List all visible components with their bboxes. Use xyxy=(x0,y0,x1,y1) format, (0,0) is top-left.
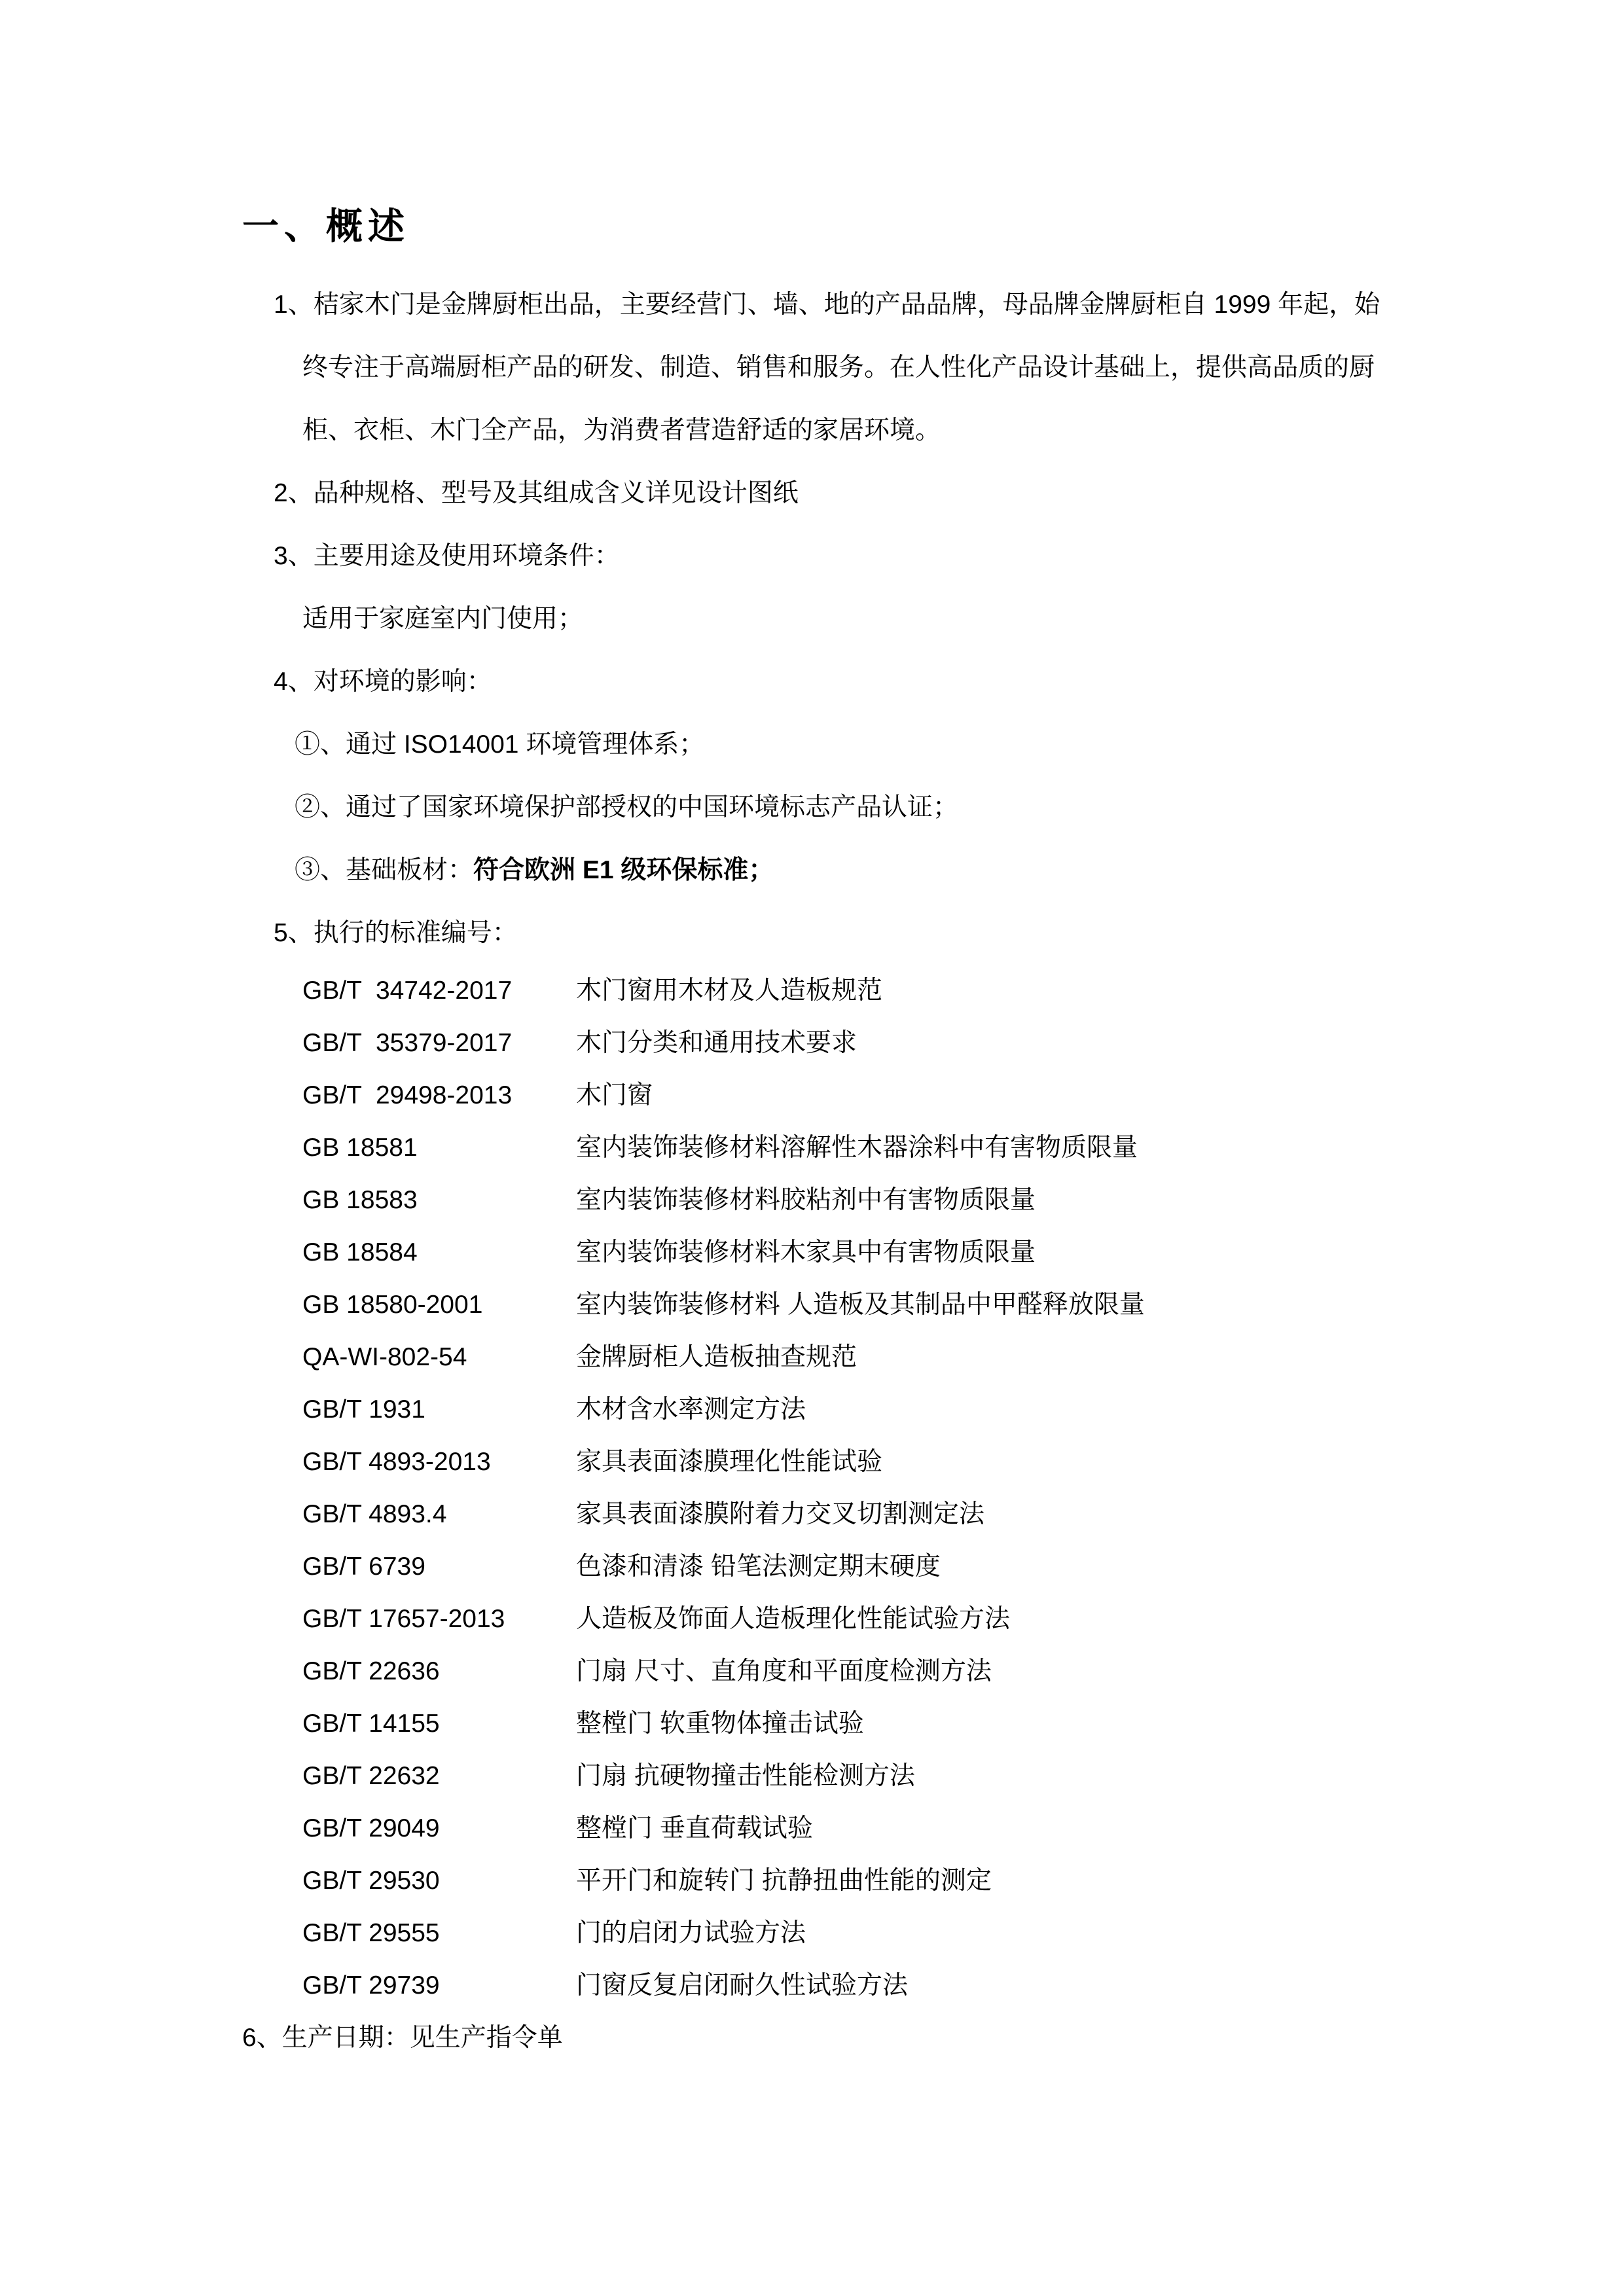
standard-code: GB/T 29739 xyxy=(302,1971,440,2000)
standard-row xyxy=(242,1698,1545,1750)
standard-name: 人造板及饰面人造板理化性能试验方法 xyxy=(576,1605,1011,1633)
production-date-line: 6、生产日期：见生产指令单 xyxy=(242,2024,563,2052)
paragraph-line xyxy=(242,776,1545,839)
standard-row xyxy=(242,1750,1545,1803)
standard-code: GB/T 22636 xyxy=(302,1657,440,1685)
paragraph-line xyxy=(242,902,1545,965)
standard-row xyxy=(242,1174,1545,1227)
line-text: ①、通过 ISO14001 环境管理体系； xyxy=(295,730,705,759)
standard-name: 室内装饰装修材料胶粘剂中有害物质限量 xyxy=(576,1186,1036,1214)
standard-name: 整樘门 软重物体撞击试验 xyxy=(576,1710,864,1738)
standard-name: 门的启闭力试验方法 xyxy=(576,1919,806,1947)
standard-name: 室内装饰装修材料木家具中有害物质限量 xyxy=(576,1238,1036,1266)
standards-list xyxy=(242,965,1545,2012)
standard-row xyxy=(242,1227,1545,1279)
standard-name: 家具表面漆膜附着力交叉切割测定法 xyxy=(576,1500,985,1528)
section-heading: 一、概述 xyxy=(242,206,410,247)
standard-name: 室内装饰装修材料 人造板及其制品中甲醛释放限量 xyxy=(576,1291,1145,1319)
standard-code: GB 18581 xyxy=(302,1134,418,1162)
standard-name: 家具表面漆膜理化性能试验 xyxy=(576,1448,883,1476)
standard-code: GB/T 4893-2013 xyxy=(302,1448,491,1476)
standard-row xyxy=(242,1907,1545,1960)
standard-code: GB/T 17657-2013 xyxy=(302,1605,505,1633)
line-text: 终专注于高端厨柜产品的研发、制造、销售和服务。在人性化产品设计基础上，提供高品质的厨 xyxy=(302,353,1375,382)
line-text: ②、通过了国家环境保护部授权的中国环境标志产品认证； xyxy=(295,793,959,821)
paragraph-line xyxy=(242,525,1545,588)
standard-name: 室内装饰装修材料溶解性木器涂料中有害物质限量 xyxy=(576,1134,1138,1162)
standard-row xyxy=(242,1436,1545,1488)
standard-name: 金牌厨柜人造板抽查规范 xyxy=(576,1343,857,1371)
standard-row xyxy=(242,1803,1545,1855)
standard-code: GB/T 22632 xyxy=(302,1762,440,1790)
standard-code: GB/T 35379-2017 xyxy=(302,1029,513,1057)
standard-code: GB/T 29049 xyxy=(302,1814,440,1842)
standard-row xyxy=(242,1541,1545,1593)
paragraph-line xyxy=(242,399,1545,462)
standard-row xyxy=(242,1488,1545,1541)
standard-name: 门扇 抗硬物撞击性能检测方法 xyxy=(576,1762,915,1790)
standard-code: GB/T 14155 xyxy=(302,1710,440,1738)
standard-name: 平开门和旋转门 抗静扭曲性能的测定 xyxy=(576,1867,992,1895)
standard-code: GB/T 29498-2013 xyxy=(302,1081,513,1109)
paragraph-line xyxy=(242,651,1545,713)
line-text: 柜、衣柜、木门全产品，为消费者营造舒适的家居环境。 xyxy=(302,416,941,444)
standard-row xyxy=(242,1122,1545,1174)
paragraph-line xyxy=(242,274,1545,336)
standard-name: 木门窗用木材及人造板规范 xyxy=(576,977,883,1005)
standard-name: 木门窗 xyxy=(576,1081,653,1109)
standard-code: GB/T 29530 xyxy=(302,1867,440,1895)
standard-name: 木材含水率测定方法 xyxy=(576,1395,806,1424)
standard-code: QA-WI-802-54 xyxy=(302,1343,467,1371)
standard-row xyxy=(242,1645,1545,1698)
overview-section xyxy=(242,274,1545,965)
line-text-bold: 符合欧洲 E1 级环保标准； xyxy=(473,856,774,884)
standard-code: GB/T 4893.4 xyxy=(302,1500,447,1528)
standard-code: GB/T 29555 xyxy=(302,1919,440,1947)
standard-name: 色漆和清漆 铅笔法测定期末硬度 xyxy=(576,1552,941,1581)
standard-code: GB 18583 xyxy=(302,1186,418,1214)
paragraph-line xyxy=(242,839,1545,902)
standard-code: GB 18580-2001 xyxy=(302,1291,483,1319)
paragraph-line xyxy=(242,713,1545,776)
line-text: 4、对环境的影响： xyxy=(274,668,492,696)
standard-name: 木门分类和通用技术要求 xyxy=(576,1029,857,1057)
standard-name: 门扇 尺寸、直角度和平面度检测方法 xyxy=(576,1657,992,1685)
standard-row xyxy=(242,1593,1545,1645)
line-text: ③、基础板材： xyxy=(295,856,474,884)
standard-row xyxy=(242,1017,1545,1069)
paragraph-line xyxy=(242,336,1545,399)
paragraph-line xyxy=(242,588,1545,651)
standard-row xyxy=(242,1960,1545,2012)
line-text: 1、桔家木门是金牌厨柜出品，主要经营门、墙、地的产品品牌，母品牌金牌厨柜自 1999 年起，始 xyxy=(274,291,1380,319)
line-text: 5、执行的标准编号： xyxy=(274,919,518,947)
standard-row xyxy=(242,1855,1545,1907)
standard-code: GB 18584 xyxy=(302,1238,418,1266)
standard-code: GB/T 6739 xyxy=(302,1552,425,1581)
standard-name: 门窗反复启闭耐久性试验方法 xyxy=(576,1971,909,2000)
standard-code: GB/T 1931 xyxy=(302,1395,425,1424)
standard-row xyxy=(242,965,1545,1017)
standard-name: 整樘门 垂直荷载试验 xyxy=(576,1814,813,1842)
line-text: 适用于家庭室内门使用； xyxy=(302,605,584,633)
standard-row xyxy=(242,1069,1545,1122)
line-text: 3、主要用途及使用环境条件： xyxy=(274,542,620,570)
standard-code: GB/T 34742-2017 xyxy=(302,977,513,1005)
line-text: 2、品种规格、型号及其组成含义详见设计图纸 xyxy=(274,479,799,507)
standard-row xyxy=(242,1384,1545,1436)
paragraph-line xyxy=(242,462,1545,525)
standard-row xyxy=(242,1331,1545,1384)
standard-row xyxy=(242,1279,1545,1331)
